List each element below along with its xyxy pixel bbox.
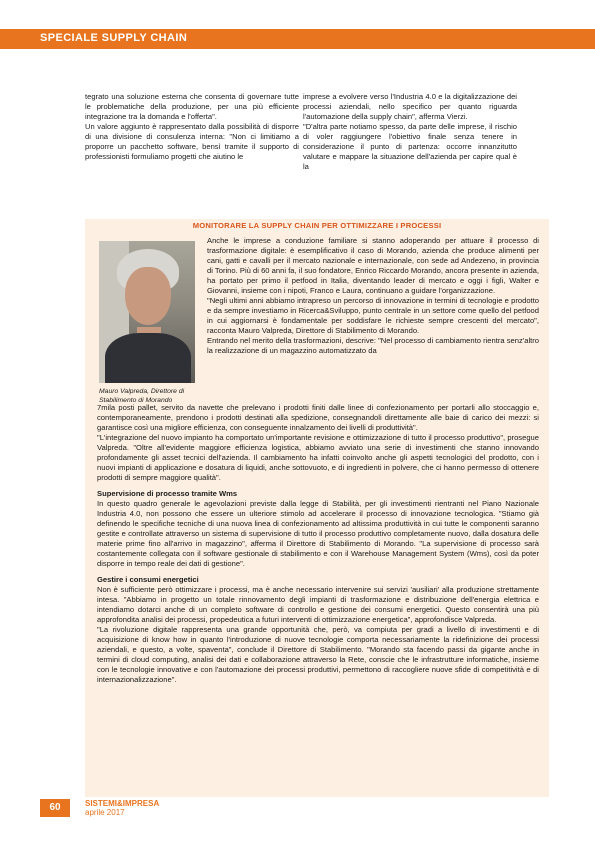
paragraph: Anche le imprese a conduzione familiare si stanno adoperando per attuare il processo di trasformazione digitale: è esemplificativo il caso di Morando, azienda che produce alimenti per cani, gatti e cavalli per il mercato nazionale e internazionale, con sede ad Andezeno, in provincia di Torino. Più di 60 anni fa, il suo fondatore, Enrico Riccardo Morando, ancora presente in azienda, ha portato per primo il petfood in Italia, diventando leader di mercato e oggi i figli, Walter e Giovanni, insieme con i nipoti, Franco e Laura, continuano a guidare l'organizzazione.: [207, 236, 539, 295]
article-column-left: [85, 92, 299, 162]
paragraph: 7mila posti pallet, servito da navette che prelevano i prodotti finiti dalle linee di confezionamento per portarli allo stoccaggio e, contemporaneamente, prendono i prodotti destinati alla spedizione, consegnandoli direttamente alle baie di carico dei mezzi: si garantisce così una migliore efficienza, con conseguente innalzamento dei livelli di produttività".: [97, 403, 539, 432]
paragraph: "L'integrazione del nuovo impianto ha comportato un'importante revisione e ottimizzazione di tutto il processo produttivo", prosegue Valpreda. "Oltre all'evidente maggiore efficienza logistica, abbiamo avviato una serie di investimenti che stanno innovando profondamente gli asset tecnici dell'azienda. Il cambiamento ha infatti coinvolto anche gli aspetti tecnologici del prodotto, con i nuovi impianti di applicazione e dosatura di liquidi, anche sottovuoto, e di ingredienti in polvere, che ci hanno permesso di ottenere prodotti di sempre maggiore qualità".: [97, 433, 539, 482]
paragraph: "La rivoluzione digitale rappresenta una grande opportunità che, però, va compiuta per gradi a livello di investimenti e di acquisizione di know how in quanto l'introduzione di nuove tecnologie comporta necessariamente la ridefinizione dei processi aziendali, e questo, a volte, spaventa", conclude il Direttore di Stabilimento. "Morando sta facendo passi da gigante anche in termini di cloud computing, analisi dei dati e collaborazione attraverso la Rete, conscie che le infrastrutture informatiche, insieme con le tecnologie innovative e con l'automazione dei processi produttivi, permettono di raccogliere nuove sfide di competitività e di internazionalizzazione".: [97, 625, 539, 684]
magazine-name: SISTEMI&IMPRESA: [85, 799, 160, 808]
paragraph: tegrato una soluzione esterna che consenta di governare tutte le problematiche della produzione, per una più efficiente integrazione tra la domanda e l'offerta".: [85, 92, 299, 121]
page-number: 60: [40, 799, 70, 817]
sidebar-box: [85, 219, 549, 797]
section-title: SPECIALE SUPPLY CHAIN: [40, 32, 188, 44]
box-title: MONITORARE LA SUPPLY CHAIN PER OTTIMIZZARE I PROCESSI: [192, 221, 442, 230]
box-intro-text: [207, 236, 539, 356]
paragraph: Non è sufficiente però ottimizzare i processi, ma è anche necessario intervenire sui servizi 'ausiliari' alla produzione strettamente intesa. "Abbiamo in progetto un totale rinnovamento degli impianti di trasformazione e distribuzione dell'energia elettrica e intendiamo dotarci anche di un completo software di controllo e gestione dei consumi energetici. Questo consentirà una più approfondita analisi dei processi, propedeutica a futuri interventi di ottimizzazione energetica", approfondisce Valpreda.: [97, 585, 539, 624]
paragraph: Un valore aggiunto è rappresentato dalla possibilità di disporre di una divisione di consulenza interna: "Non ci limitiamo a proporre un pacchetto software, bensì tramite il supporto di professionisti formuliamo progetti che aiutino le: [85, 122, 299, 161]
paragraph: Entrando nel merito della trasformazioni, descrive: "Nel processo di cambiamento rientra senz'altro la realizzazione di un magazzino automatizzato da: [207, 336, 539, 355]
paragraph: In questo quadro generale le agevolazioni previste dalla legge di Stabilità, per gli investimenti rientranti nel Piano Nazionale Industria 4.0, non possono che essere un ulteriore stimolo ad accelerare il processo di innovazione tecnologica. "Stiamo già definendo le specifiche tecniche di una nuova linea di confezionamento ad altissima produttività in cui tutte le componenti saranno gestite e controllate attraverso un sistema di supervisione di tutto il processo produttivo completamente nuovo, dalla dosatura delle materie prime fino all'arrivo in magazzino", afferma il Direttore di Stabilimento di Morando. "La supervisione di processo sarà costantemente collegata con il software gestionale di stabilimento e con il Warehouse Management System (Wms), così da poter disporre in tempo reale dei dati di gestione".: [97, 499, 539, 568]
subheading: Supervisione di processo tramite Wms: [97, 489, 238, 498]
portrait-photo: [99, 241, 195, 383]
photo-caption: Mauro Valpreda, Direttore di Stabilimento di Morando: [99, 388, 185, 404]
paragraph: "D'altra parte notiamo spesso, da parte delle imprese, il rischio di voler raggiungere l'obiettivo finale senza tenere in considerazione il punto di partenza: occorre innanzitutto valutare e mappare la situazione dell'azienda per capire qual è la: [303, 122, 517, 171]
article-column-right: [303, 92, 517, 172]
paragraph: imprese a evolvere verso l'Industria 4.0 e la digitalizzazione dei processi aziendali, nello specifico per quanto riguarda l'automazione della supply chain", afferma Vierzi.: [303, 92, 517, 121]
subheading: Gestire i consumi energetici: [97, 575, 199, 584]
box-body-text: [97, 403, 539, 685]
paragraph: "Negli ultimi anni abbiamo intrapreso un percorso di innovazione in termini di tecnologie e prodotto e da sempre investiamo in Ricerca&Sviluppo, punto centrale in un settore come quello del petfood in cui aggiornarsi è fondamentale per soddisfare le richieste sempre crescenti del mercato", racconta Mauro Valpreda, Direttore di Stabilimento di Morando.: [207, 296, 539, 335]
issue-date: aprile 2017: [85, 808, 125, 817]
